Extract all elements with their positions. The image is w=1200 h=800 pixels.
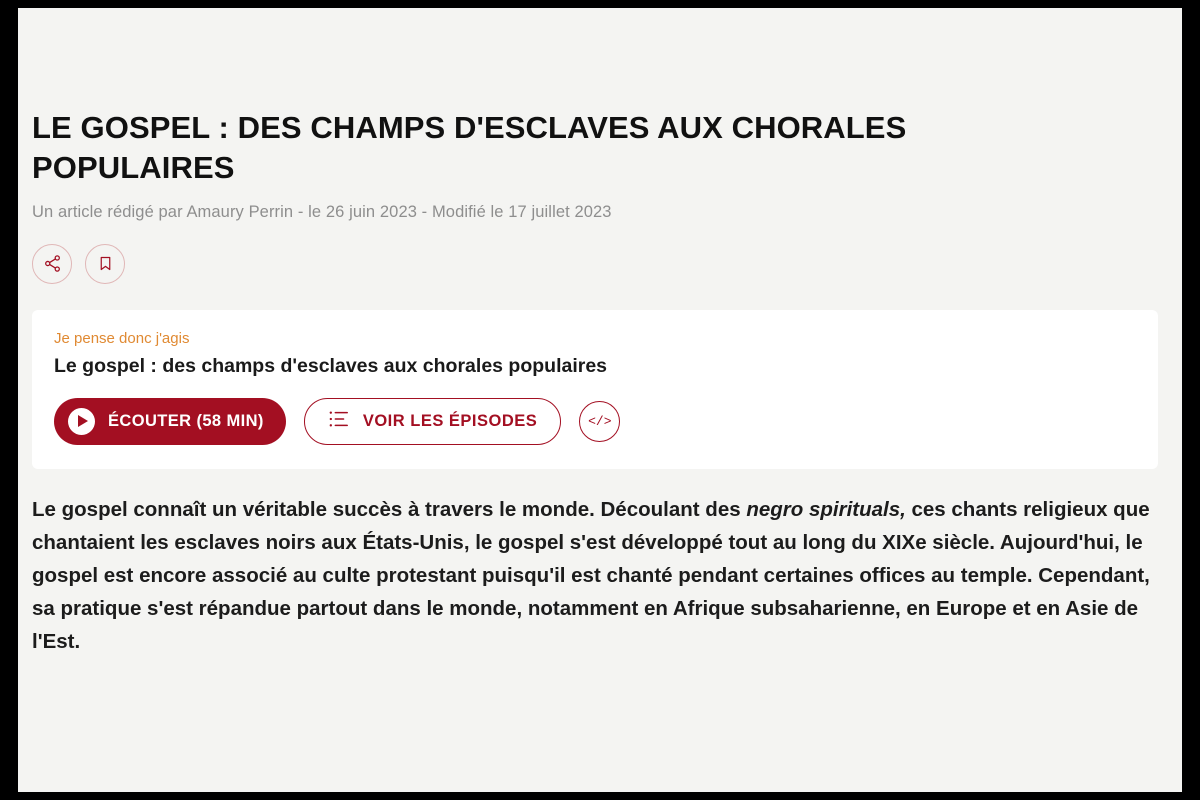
episode-title: Le gospel : des champs d'esclaves aux chorales populaires (54, 354, 608, 377)
listen-button[interactable] (54, 398, 286, 445)
view-episodes-label: VOIR LES ÉPISODES (362, 411, 538, 430)
lead-text-part2: ces chants religieux que chantaient les esclaves noirs aux États-Unis, le gospel s'est développé tout au long du XIXe siècle. Aujourd'hui, le gospel est encore associé au culte protestant puisqu'il est chanté pendant certaines offices au temple. Cependant, sa pratique s'est répandue partout dans le monde, notamment en Afrique subsaharienne, en Europe et en Asie de l'Est. (32, 497, 1150, 654)
page-title: LE GOSPEL : DES CHAMPS D'ESCLAVES AUX CHORALES POPULAIRES (32, 110, 907, 186)
embed-code-button[interactable] (579, 401, 620, 442)
share-button[interactable] (32, 244, 72, 284)
listen-button-label: ÉCOUTER (58 MIN) (108, 411, 264, 430)
bookmark-button[interactable] (85, 244, 125, 284)
article-content (18, 8, 1182, 659)
article-page (18, 8, 1182, 792)
lead-text-italic: negro spirituals, (746, 497, 906, 521)
playlist-icon (328, 409, 350, 434)
code-icon: </> (588, 413, 612, 429)
player-controls (54, 398, 1136, 445)
audio-player-card (32, 310, 1158, 469)
lead-text-part1: Le gospel connaît un véritable succès à travers le monde. Découlant des (32, 497, 747, 521)
article-actions (32, 244, 1168, 284)
show-name[interactable]: Je pense donc j'agis (54, 329, 190, 347)
share-icon (43, 254, 62, 273)
article-lead-paragraph (32, 493, 1168, 659)
play-icon (68, 408, 95, 435)
view-episodes-button[interactable] (304, 398, 561, 445)
article-byline: Un article rédigé par Amaury Perrin - le 26 juin 2023 - Modifié le 17 juillet 2023 (32, 202, 612, 221)
bookmark-icon (97, 255, 114, 272)
